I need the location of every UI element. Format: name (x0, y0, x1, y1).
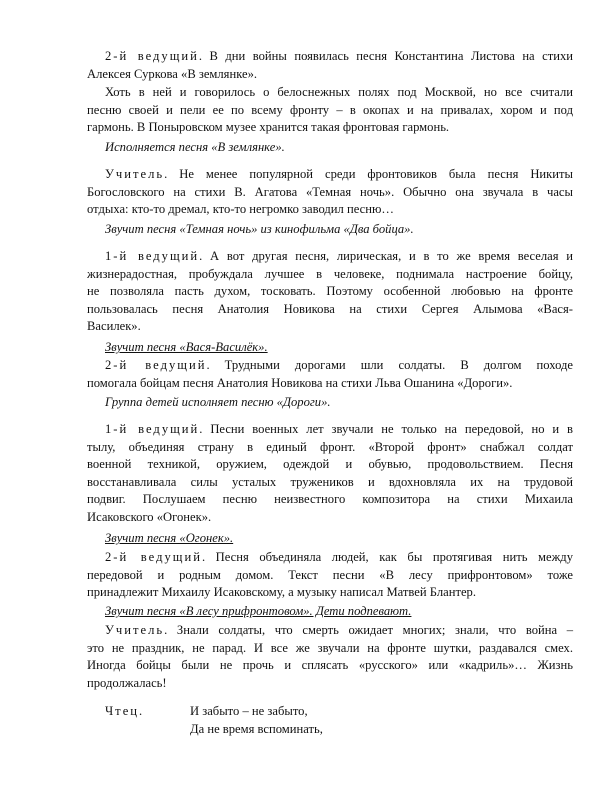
paragraph-teacher-dark-night: Учитель. Не менее популярной среди фронтовиков была песня Никиты Богословского на стихи В. Агатова «Темная ночь». Обычно она звучала в часы отдыха: кто-то дремал, кто-то негромко заводил песню… (87, 167, 573, 216)
speaker-label: 1-й ведущий (105, 422, 200, 436)
poem-speaker: Чтец. (105, 704, 145, 718)
poem-line: И забыто – не забыто, (190, 704, 308, 718)
paragraph-first-host-vasya: 1-й ведущий. А вот другая песня, лирическая, и в то же время веселая и жизнерадостная, пробуждала лучшее в человеке, поднимала настроение бойцу, не позволяла пасть духом, тосковать. Поэтому особенной любовью на фронте пользовалась песня Анатолия Новикова на стихи Сергея Алымова «Вася- Василек». (87, 249, 573, 333)
speaker-label: 1-й ведущий (105, 249, 200, 263)
paragraph-second-host-zemlyanka: 2-й ведущий. В дни войны появилась песня Константина Листова на стихи Алексея Суркова «В землянке». (87, 49, 573, 81)
poem-line: Да не время вспоминать, (190, 722, 323, 736)
stage-direction-roads: Группа детей исполняет песню «Дороги». (105, 395, 331, 409)
stage-direction-forest: Звучит песня «В лесу прифронтовом». Дети подпевают. (105, 604, 412, 618)
paragraph-snow-fields: Хоть в ней и говорилось о белоснежных полях под Москвой, но все считали песню своей и пели ее по всему фронту – в окопах и на привалах, хором и под гармонь. В Поныровском музее хранится такая фронтовая гармонь. (87, 85, 573, 134)
speaker-label: Учитель (105, 167, 165, 181)
speaker-label: Учитель (105, 623, 165, 637)
speaker-label: 2-й ведущий (105, 49, 199, 63)
paragraph-teacher-jokes: Учитель. Знали солдаты, что смерть ожидает многих; знали, что война – это не праздник, не парад. И все же звучали на фронте шутки, раздавался смех. Иногда бойцы были не прочь и сплясать «русского» или «кадриль»… Жизнь продолжалась! (87, 623, 573, 690)
paragraph-second-host-forest: 2-й ведущий. Песня объединяла людей, как бы протягивая нить между передовой и родным домом. Текст песни «В лесу прифронтовом» тоже принадлежит Михаилу Исаковскому, а музыку написал Матвей Блантер. (87, 550, 573, 599)
paragraph-second-host-roads: 2-й ведущий. Трудными дорогами шли солдаты. В долгом походе помогала бойцам песня Анатолия Новикова на стихи Льва Ошанина «Дороги». (87, 358, 573, 390)
speaker-label: 2-й ведущий (105, 358, 207, 372)
stage-direction-zemlyanka: Исполняется песня «В землянке». (105, 140, 285, 154)
stage-direction-ogonek: Звучит песня «Огонек». (105, 531, 234, 545)
paragraph-first-host-ogonek: 1-й ведущий. Песни военных лет звучали не только на передовой, но и в тылу, объединяя страну в единый фронт. «Второй фронт» снабжал солдат военной техникой, оружием, одеждой и обувью, продовольствием. Песня восстанавливала силы усталых тружеников и вдохновляла их на трудовой подвиг. Послушаем песню неизвестного композитора на стихи Михаила Исаковского «Огонек». (87, 422, 573, 524)
speaker-label: 2-й ведущий (105, 550, 202, 564)
stage-direction-vasya: Звучит песня «Вася-Василёк». (105, 340, 268, 354)
stage-direction-dark-night: Звучит песня «Темная ночь» из кинофильма «Два бойца». (105, 222, 414, 236)
